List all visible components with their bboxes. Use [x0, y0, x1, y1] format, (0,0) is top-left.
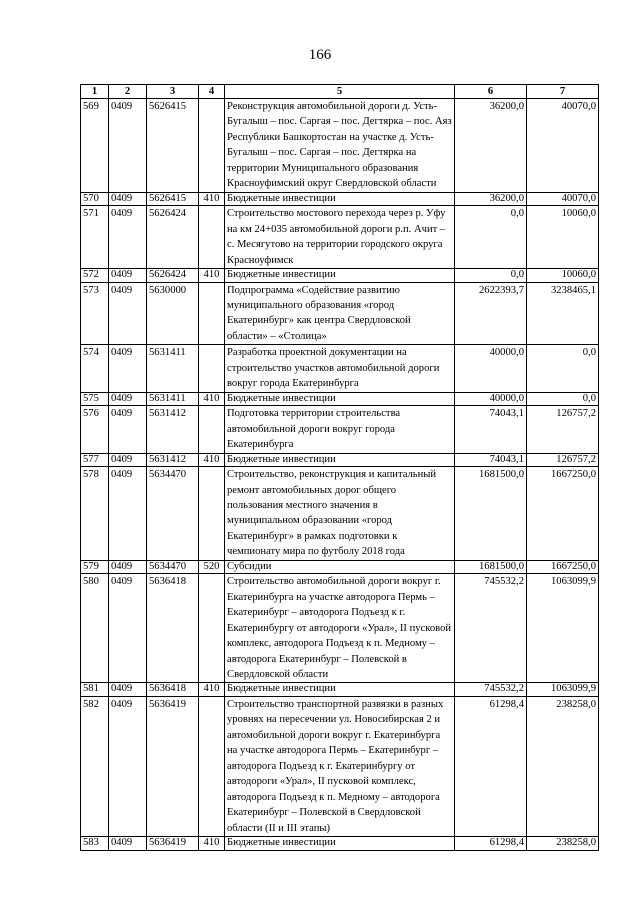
- table-row: [81, 392, 599, 406]
- item-name: Бюджетные инвестиции: [225, 453, 455, 467]
- table-row: [81, 453, 599, 467]
- section-code: 0409: [109, 453, 147, 467]
- header-col-4: 4: [199, 85, 225, 99]
- expense-type-code: [199, 99, 225, 193]
- item-name: Бюджетные инвестиции: [225, 392, 455, 406]
- table-row: [81, 345, 599, 392]
- expense-type-code: 410: [199, 392, 225, 406]
- item-name: Бюджетные инвестиции: [225, 837, 455, 851]
- item-name: Бюджетные инвестиции: [225, 269, 455, 283]
- target-article-code: 5636419: [147, 696, 199, 836]
- target-article-code: 5636418: [147, 683, 199, 697]
- row-number: 571: [81, 206, 109, 269]
- expense-type-code: 410: [199, 837, 225, 851]
- target-article-code: 5626424: [147, 269, 199, 283]
- amount-col-6: 36200,0: [455, 99, 527, 193]
- header-col-5: 5: [225, 85, 455, 99]
- item-name: Строительство, реконструкция и капитальный ремонт автомобильных дорог общего пользования местного значения в муниципальном образовании «город Екатеринбург» в рамках подготовки к чемпионату мира по футболу 2018 года: [225, 467, 455, 561]
- amount-col-7: 40070,0: [527, 99, 599, 193]
- amount-col-6: 61298,4: [455, 696, 527, 836]
- section-code: 0409: [109, 392, 147, 406]
- row-number: 576: [81, 406, 109, 453]
- amount-col-6: 74043,1: [455, 453, 527, 467]
- expense-type-code: [199, 282, 225, 345]
- section-code: 0409: [109, 206, 147, 269]
- amount-col-6: 1681500,0: [455, 467, 527, 561]
- table-row: [81, 574, 599, 683]
- expense-type-code: 410: [199, 192, 225, 206]
- row-number: 580: [81, 574, 109, 683]
- target-article-code: 5626415: [147, 192, 199, 206]
- section-code: 0409: [109, 837, 147, 851]
- section-code: 0409: [109, 696, 147, 836]
- amount-col-7: 126757,2: [527, 406, 599, 453]
- amount-col-6: 40000,0: [455, 345, 527, 392]
- row-number: 583: [81, 837, 109, 851]
- amount-col-6: 40000,0: [455, 392, 527, 406]
- expense-type-code: [199, 574, 225, 683]
- section-code: 0409: [109, 406, 147, 453]
- row-number: 578: [81, 467, 109, 561]
- target-article-code: 5636419: [147, 837, 199, 851]
- header-col-3: 3: [147, 85, 199, 99]
- budget-table: [80, 84, 599, 851]
- table-row: [81, 683, 599, 697]
- row-number: 572: [81, 269, 109, 283]
- row-number: 574: [81, 345, 109, 392]
- amount-col-6: 74043,1: [455, 406, 527, 453]
- row-number: 569: [81, 99, 109, 193]
- target-article-code: 5636418: [147, 574, 199, 683]
- item-name: Разработка проектной документации на строительство участков автомобильной дороги вокруг города Екатеринбурга: [225, 345, 455, 392]
- amount-col-7: 1063099,9: [527, 683, 599, 697]
- target-article-code: 5626424: [147, 206, 199, 269]
- amount-col-6: 2622393,7: [455, 282, 527, 345]
- item-name: Бюджетные инвестиции: [225, 683, 455, 697]
- expense-type-code: 410: [199, 269, 225, 283]
- header-col-1: 1: [81, 85, 109, 99]
- table-row: [81, 406, 599, 453]
- expense-type-code: 520: [199, 560, 225, 574]
- amount-col-7: 1667250,0: [527, 560, 599, 574]
- row-number: 581: [81, 683, 109, 697]
- amount-col-7: 3238465,1: [527, 282, 599, 345]
- row-number: 570: [81, 192, 109, 206]
- section-code: 0409: [109, 683, 147, 697]
- item-name: Подпрограмма «Содействие развитию муниципального образования «город Екатеринбург» как центра Свердловской области» – «Столица»: [225, 282, 455, 345]
- table-row: [81, 837, 599, 851]
- row-number: 579: [81, 560, 109, 574]
- target-article-code: 5631411: [147, 392, 199, 406]
- item-name: Реконструкция автомобильной дороги д. Усть-Бугалыш – пос. Саргая – пос. Дегтярка – пос. Аяз Республики Башкортостан на участке д. Усть-Бугалыш – пос. Саргая – пос. Дегтярка на территории Муниципального образования Красноуфимский округ Свердловской области: [225, 99, 455, 193]
- section-code: 0409: [109, 345, 147, 392]
- row-number: 577: [81, 453, 109, 467]
- section-code: 0409: [109, 560, 147, 574]
- amount-col-7: 1667250,0: [527, 467, 599, 561]
- target-article-code: 5634470: [147, 560, 199, 574]
- amount-col-6: 36200,0: [455, 192, 527, 206]
- amount-col-7: 238258,0: [527, 696, 599, 836]
- table-row: [81, 192, 599, 206]
- target-article-code: 5626415: [147, 99, 199, 193]
- table-row: [81, 269, 599, 283]
- section-code: 0409: [109, 192, 147, 206]
- expense-type-code: 410: [199, 683, 225, 697]
- item-name: Бюджетные инвестиции: [225, 192, 455, 206]
- amount-col-6: 0,0: [455, 269, 527, 283]
- table-row: [81, 206, 599, 269]
- table-row: [81, 467, 599, 561]
- header-col-6: 6: [455, 85, 527, 99]
- item-name: Субсидии: [225, 560, 455, 574]
- expense-type-code: [199, 406, 225, 453]
- item-name: Подготовка территории строительства автомобильной дороги вокруг города Екатеринбурга: [225, 406, 455, 453]
- amount-col-7: 238258,0: [527, 837, 599, 851]
- amount-col-6: 745532,2: [455, 574, 527, 683]
- item-name: Строительство транспортной развязки в разных уровнях на пересечении ул. Новосибирская 2 и автомобильной дороги вокруг г. Екатеринбурга на участке автодорога Пермь – Екатеринбург – автодорога Подъезд к г. Екатеринбургу от автодороги «Урал», II пусковой комплекс, автодорога Подъезд к п. Медному – автодорога Екатеринбург – Полевской в Свердловской области (II и III этапы): [225, 696, 455, 836]
- amount-col-7: 0,0: [527, 345, 599, 392]
- row-number: 573: [81, 282, 109, 345]
- amount-col-6: 0,0: [455, 206, 527, 269]
- section-code: 0409: [109, 282, 147, 345]
- header-row: [81, 85, 599, 99]
- section-code: 0409: [109, 467, 147, 561]
- section-code: 0409: [109, 99, 147, 193]
- amount-col-6: 1681500,0: [455, 560, 527, 574]
- item-name: Строительство автомобильной дороги вокруг г. Екатеринбурга на участке автодорога Пермь – Екатеринбург – автодорога Подъезд к г. Екатеринбургу от автодороги «Урал», II пусковой комплекс, автодорога Подъезд к п. Медному – автодорога Екатеринбург – Полевской в Свердловской области: [225, 574, 455, 683]
- item-name: Строительство мостового перехода через р. Уфу на км 24+035 автомобильной дороги р.п. Ачит – с. Месягутово на территории городского округа Красноуфимск: [225, 206, 455, 269]
- target-article-code: 5631412: [147, 406, 199, 453]
- page-number: 166: [308, 47, 332, 63]
- expense-type-code: [199, 345, 225, 392]
- section-code: 0409: [109, 269, 147, 283]
- table-row: [81, 282, 599, 345]
- expense-type-code: 410: [199, 453, 225, 467]
- target-article-code: 5631412: [147, 453, 199, 467]
- target-article-code: 5630000: [147, 282, 199, 345]
- amount-col-6: 61298,4: [455, 837, 527, 851]
- expense-type-code: [199, 467, 225, 561]
- amount-col-6: 745532,2: [455, 683, 527, 697]
- section-code: 0409: [109, 574, 147, 683]
- expense-type-code: [199, 206, 225, 269]
- table-row: [81, 560, 599, 574]
- target-article-code: 5631411: [147, 345, 199, 392]
- header-col-2: 2: [109, 85, 147, 99]
- target-article-code: 5634470: [147, 467, 199, 561]
- amount-col-7: 0,0: [527, 392, 599, 406]
- header-col-7: 7: [527, 85, 599, 99]
- table-row: [81, 99, 599, 193]
- row-number: 575: [81, 392, 109, 406]
- amount-col-7: 10060,0: [527, 206, 599, 269]
- row-number: 582: [81, 696, 109, 836]
- amount-col-7: 10060,0: [527, 269, 599, 283]
- amount-col-7: 40070,0: [527, 192, 599, 206]
- amount-col-7: 126757,2: [527, 453, 599, 467]
- table-row: [81, 696, 599, 836]
- expense-type-code: [199, 696, 225, 836]
- amount-col-7: 1063099,9: [527, 574, 599, 683]
